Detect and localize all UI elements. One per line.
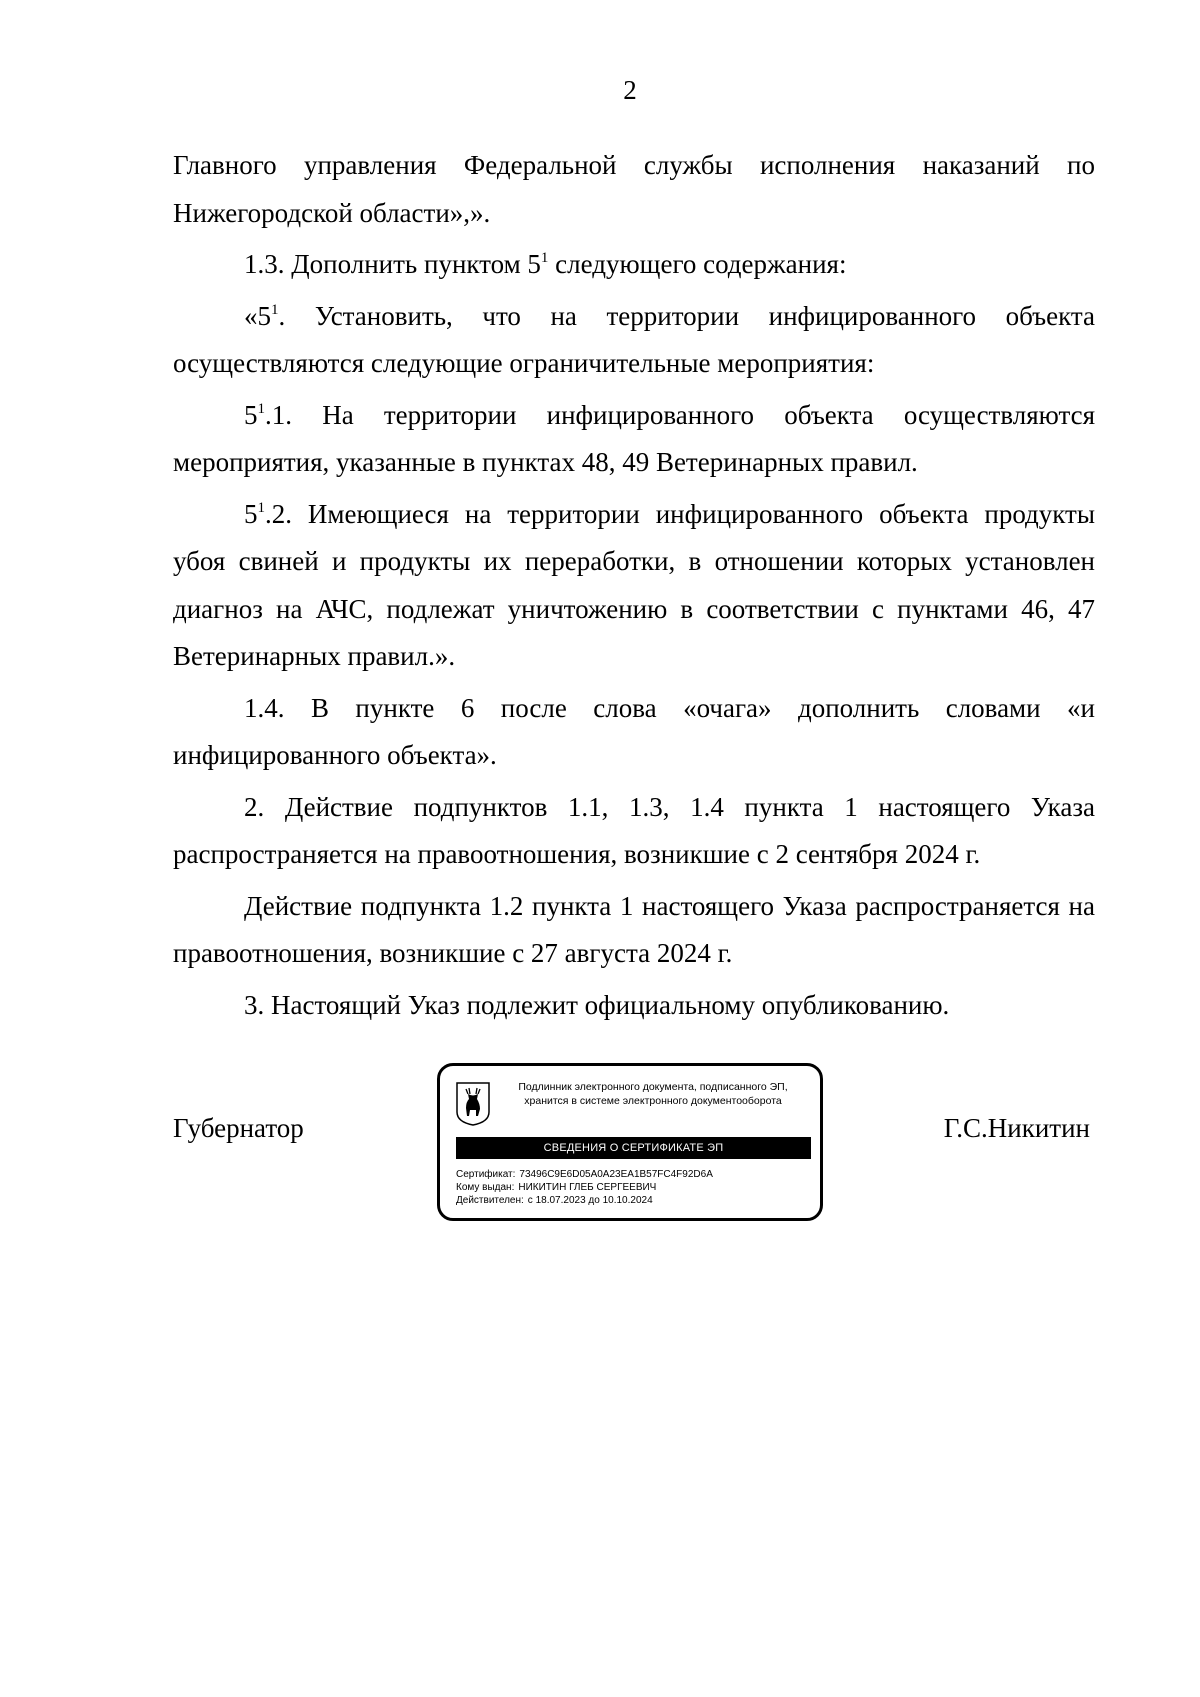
deer-emblem-icon — [456, 1082, 490, 1126]
certificate-row — [456, 1168, 816, 1181]
paragraph-1-3 — [173, 241, 1095, 289]
paragraph-5-1 — [173, 293, 1095, 388]
stamp-header-line: хранится в системе электронного документооборота — [524, 1095, 782, 1107]
validity-value: с 18.07.2023 до 10.10.2024 — [527, 1195, 653, 1206]
text: .2. Имеющиеся на территории инфицированного объекта продукты убоя свиней и продукты их переработки, в отношении которых установлен диагноз на АЧС, подлежат уничтожению в соответствии с пунктами 46, 47 Ветеринарных правил.». — [173, 498, 1095, 671]
paragraph-1-4: 1.4. В пункте 6 после слова «очага» дополнить словами «и инфицированного объекта». — [173, 692, 1095, 770]
paragraph-2-second: Действие подпункта 1.2 пункта 1 настоящего Указа распространяется на правоотношения, возникшие с 27 августа 2024 г. — [173, 890, 1095, 968]
owner-value: НИКИТИН ГЛЕБ СЕРГЕЕВИЧ — [518, 1182, 657, 1193]
validity-label: Действителен: — [456, 1195, 524, 1206]
text: следующего содержания: — [548, 249, 847, 279]
paragraph-5-1-1 — [173, 392, 1095, 487]
paragraph-3: 3. Настоящий Указ подлежит официальному опубликованию. — [244, 989, 950, 1020]
superscript: 1 — [271, 301, 279, 318]
paragraph-5-1-2 — [173, 491, 1095, 681]
certificate-details — [456, 1168, 816, 1207]
superscript: 1 — [257, 499, 265, 516]
document-body — [173, 142, 1095, 1029]
electronic-signature-stamp — [437, 1063, 823, 1221]
text: 5 — [244, 399, 258, 430]
superscript: 1 — [540, 250, 549, 266]
text: 5 — [244, 498, 258, 529]
stamp-header-line: Подлинник электронного документа, подписанного ЭП, — [518, 1081, 788, 1093]
stamp-header — [490, 1080, 816, 1108]
text: .1. На территории инфицированного объекта осуществляются мероприятия, указанные в пунктах 48, 49 Ветеринарных правил. — [173, 399, 1095, 477]
signatory-name: Г.С.Никитин — [943, 1113, 1090, 1143]
paragraph-continuation: Главного управления Федеральной службы исполнения наказаний по Нижегородской области»,». — [173, 150, 1095, 228]
certificate-info-bar: СВЕДЕНИЯ О СЕРТИФИКАТЕ ЭП — [456, 1137, 811, 1159]
certificate-label: Сертификат: — [456, 1169, 516, 1180]
signatory-title: Губернатор — [173, 1113, 304, 1143]
text: «5 — [244, 300, 271, 331]
owner-row — [456, 1181, 816, 1194]
certificate-value: 73496C9E6D05A0A23EA1B57FC4F92D6A — [519, 1169, 713, 1180]
text: 1.3. Дополнить пунктом 5 — [244, 249, 541, 279]
superscript: 1 — [257, 400, 265, 417]
page-number: 2 — [623, 75, 637, 105]
validity-row — [456, 1194, 816, 1207]
text: . Установить, что на территории инфицированного объекта осуществляются следующие ограничительные мероприятия: — [173, 300, 1095, 378]
owner-label: Кому выдан: — [456, 1182, 515, 1193]
paragraph-2: 2. Действие подпунктов 1.1, 1.3, 1.4 пункта 1 настоящего Указа распространяется на правоотношения, возникшие с 2 сентября 2024 г. — [173, 791, 1095, 869]
